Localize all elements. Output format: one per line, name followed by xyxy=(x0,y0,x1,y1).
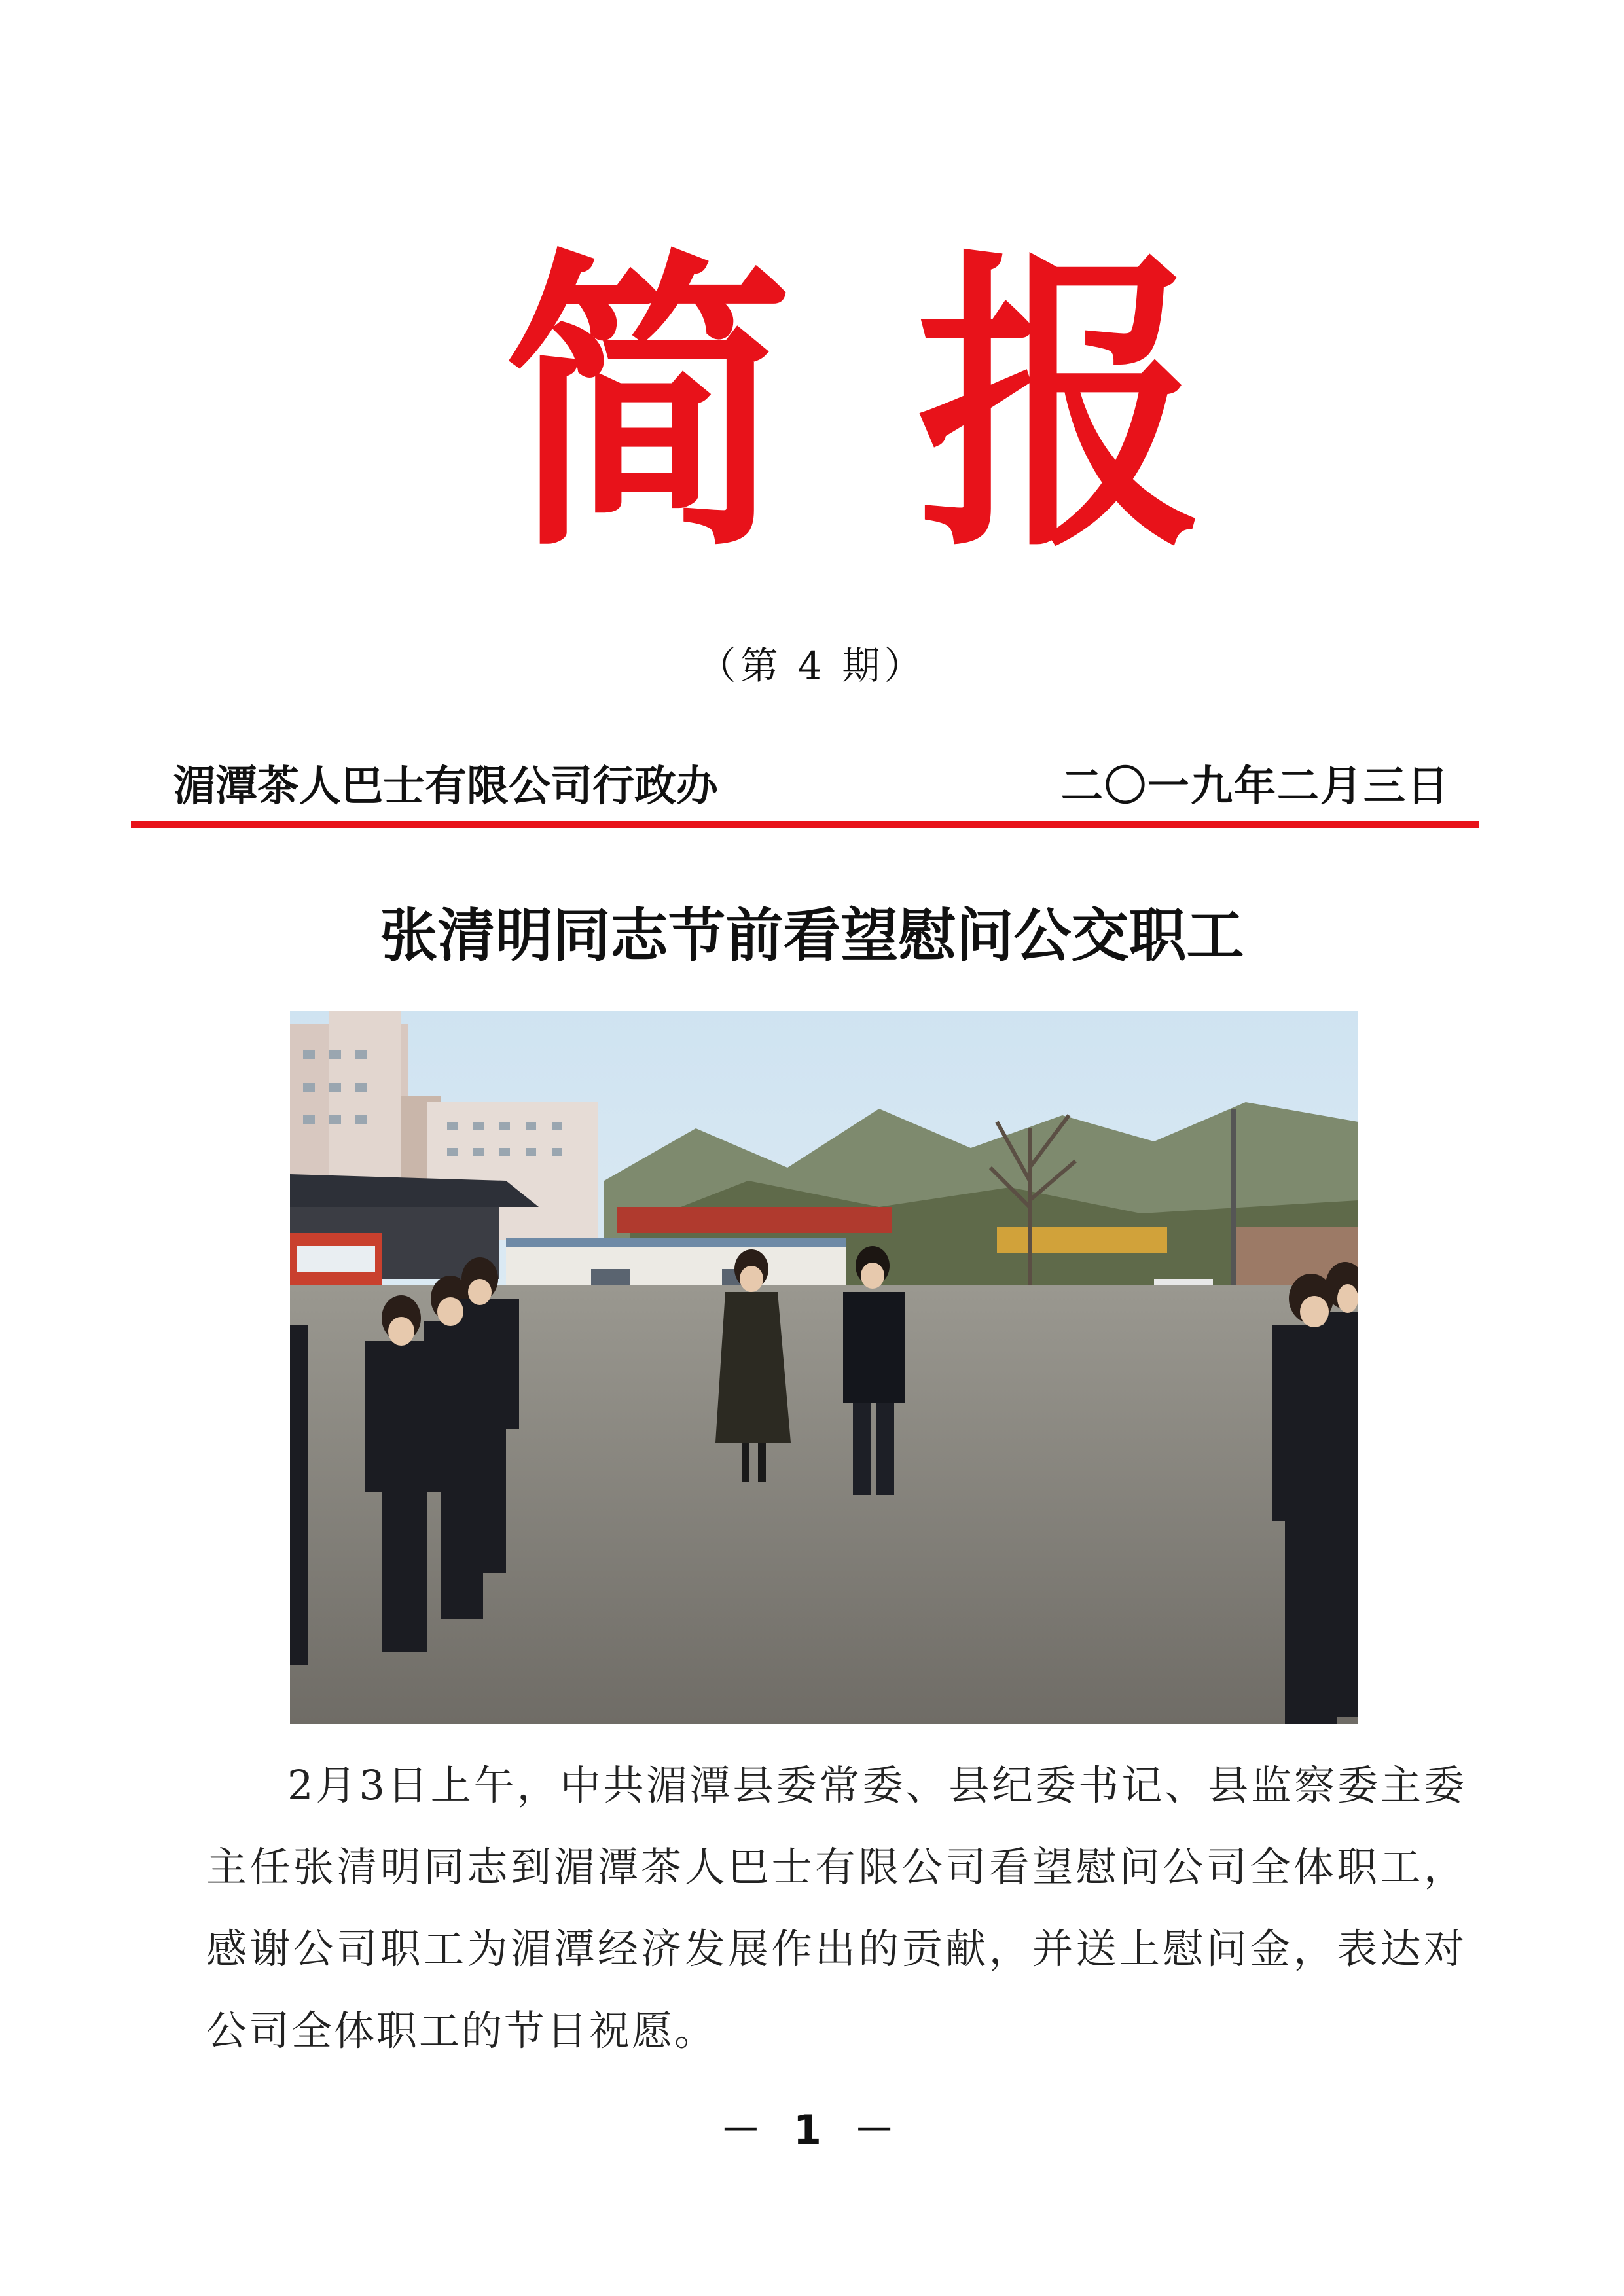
red-divider xyxy=(131,821,1479,828)
issuer-line xyxy=(173,753,1450,812)
masthead-title xyxy=(0,223,1624,588)
article-title: 张清明同志节前看望慰问公交职工 xyxy=(380,902,1244,969)
article-photo xyxy=(290,1011,1358,1724)
photo-image xyxy=(290,1011,1358,1724)
issue-date: 二〇一九年二月三日 xyxy=(1061,762,1450,811)
masthead-char-2: 报 xyxy=(916,223,1204,588)
masthead-char-1: 简 xyxy=(504,223,792,588)
page-number: － 1 － xyxy=(720,2106,904,2154)
issuing-organization: 湄潭茶人巴士有限公司行政办 xyxy=(173,762,718,811)
article-body-paragraph: 2月3日上午，中共湄潭县委常委、县纪委书记、县监察委主委主任张清明同志到湄潭茶人巴士有限公司看望慰问公司全体职工，感谢公司职工为湄潭经济发展作出的贡献，并送上慰问金，表达对公司全体职工的节日祝愿。 xyxy=(206,1761,1466,2054)
issue-number: （第 4 期） xyxy=(698,643,926,688)
